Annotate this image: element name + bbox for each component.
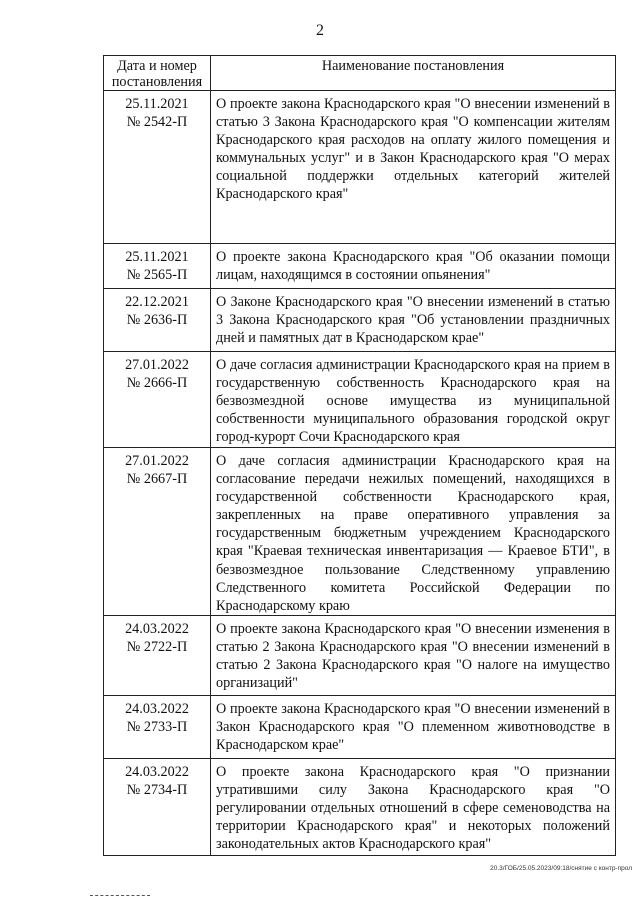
date-cell [104,289,211,352]
date-cell [104,91,211,244]
resolution-date: 22.12.2021 [125,294,189,310]
resolution-date: 25.11.2021 [125,96,189,112]
resolution-name: О проекте закона Краснодарского края "О внесении изменений в статью 3 Закона Краснодарского края "О компенсации жителям Краснодарского края расходов на оплату жилого помещения и коммунальных услуг" и в Закон Краснодарского края "О мерах социальной поддержки отдельных категорий жителей Краснодарского края" [211,91,616,244]
table-row [104,759,616,856]
date-cell [104,352,211,448]
resolution-name: О даче согласия администрации Краснодарского края на прием в государственную собственность Краснодарского края на безвозмездной основе имущества из муниципальной собственности муниципального образования городской округ город-курорт Сочи Краснодарского края [211,352,616,448]
resolution-number: № 2542-П [126,114,188,131]
resolution-name: О проекте закона Краснодарского края "О внесении изменения в статью 2 Закона Краснодарского края "О внесении изменений в статью 2 Закона Краснодарского края "О налоге на имущество организаций" [211,616,616,696]
column-header-date: Дата и номер постановления [104,56,211,91]
resolution-number: № 2667-П [126,471,188,488]
resolution-number: № 2666-П [126,375,188,392]
table-row [104,352,616,448]
scan-artifact-marks [90,895,150,898]
table-row [104,696,616,759]
resolution-number: № 2734-П [126,782,188,799]
date-cell [104,616,211,696]
column-header-name: Наименование постановления [211,56,616,91]
table-row [104,448,616,616]
resolution-number: № 2565-П [126,267,188,284]
resolution-name: О проекте закона Краснодарского края "О признании утратившими силу Закона Краснодарского края "О регулировании отдельных отношений в сфере семеноводства на территории Краснодарского края" и некоторых положений законодательных актов Краснодарского края" [211,759,616,856]
resolution-name: О даче согласия администрации Краснодарского края на согласование передачи нежилых помещений, находящихся в государственной собственности Краснодарского края, закрепленных на праве оперативного управления за государственным бюджетным учреждением Краснодарского края "Краевая техническая инвентаризация — Краевое БТИ", в безвозмездное пользование Следственному управлению Следственного комитета Российской Федерации по Краснодарскому краю [211,448,616,616]
resolution-date: 24.03.2022 [125,621,189,637]
table-header-row [104,56,616,91]
date-cell [104,448,211,616]
resolution-number: № 2722-П [126,639,188,656]
table-row [104,91,616,244]
resolution-name: О Законе Краснодарского края "О внесении изменений в статью 3 Закона Краснодарского края "Об установлении праздничных дней и памятных дат в Краснодарском крае" [211,289,616,352]
resolution-date: 24.03.2022 [125,701,189,717]
resolution-date: 24.03.2022 [125,764,189,780]
table-row [104,289,616,352]
resolution-name: О проекте закона Краснодарского края "О внесении изменений в Закон Краснодарского края "О племенном животноводстве в Краснодарском крае" [211,696,616,759]
date-cell [104,759,211,856]
date-cell [104,696,211,759]
resolutions-table [103,55,616,856]
table-row [104,616,616,696]
resolution-name: О проекте закона Краснодарского края "Об оказании помощи лицам, находящимся в состоянии опьянения" [211,244,616,289]
resolution-date: 27.01.2022 [125,453,189,469]
resolution-date: 27.01.2022 [125,357,189,373]
resolution-number: № 2733-П [126,719,188,736]
date-cell [104,244,211,289]
resolution-number: № 2636-П [126,312,188,329]
resolution-date: 25.11.2021 [125,249,189,265]
table-row [104,244,616,289]
document-stamp: 20.3/ГОБ/25.05.2023/09:18/снятие с контр-прол [490,865,632,872]
page-number: 2 [316,22,324,39]
